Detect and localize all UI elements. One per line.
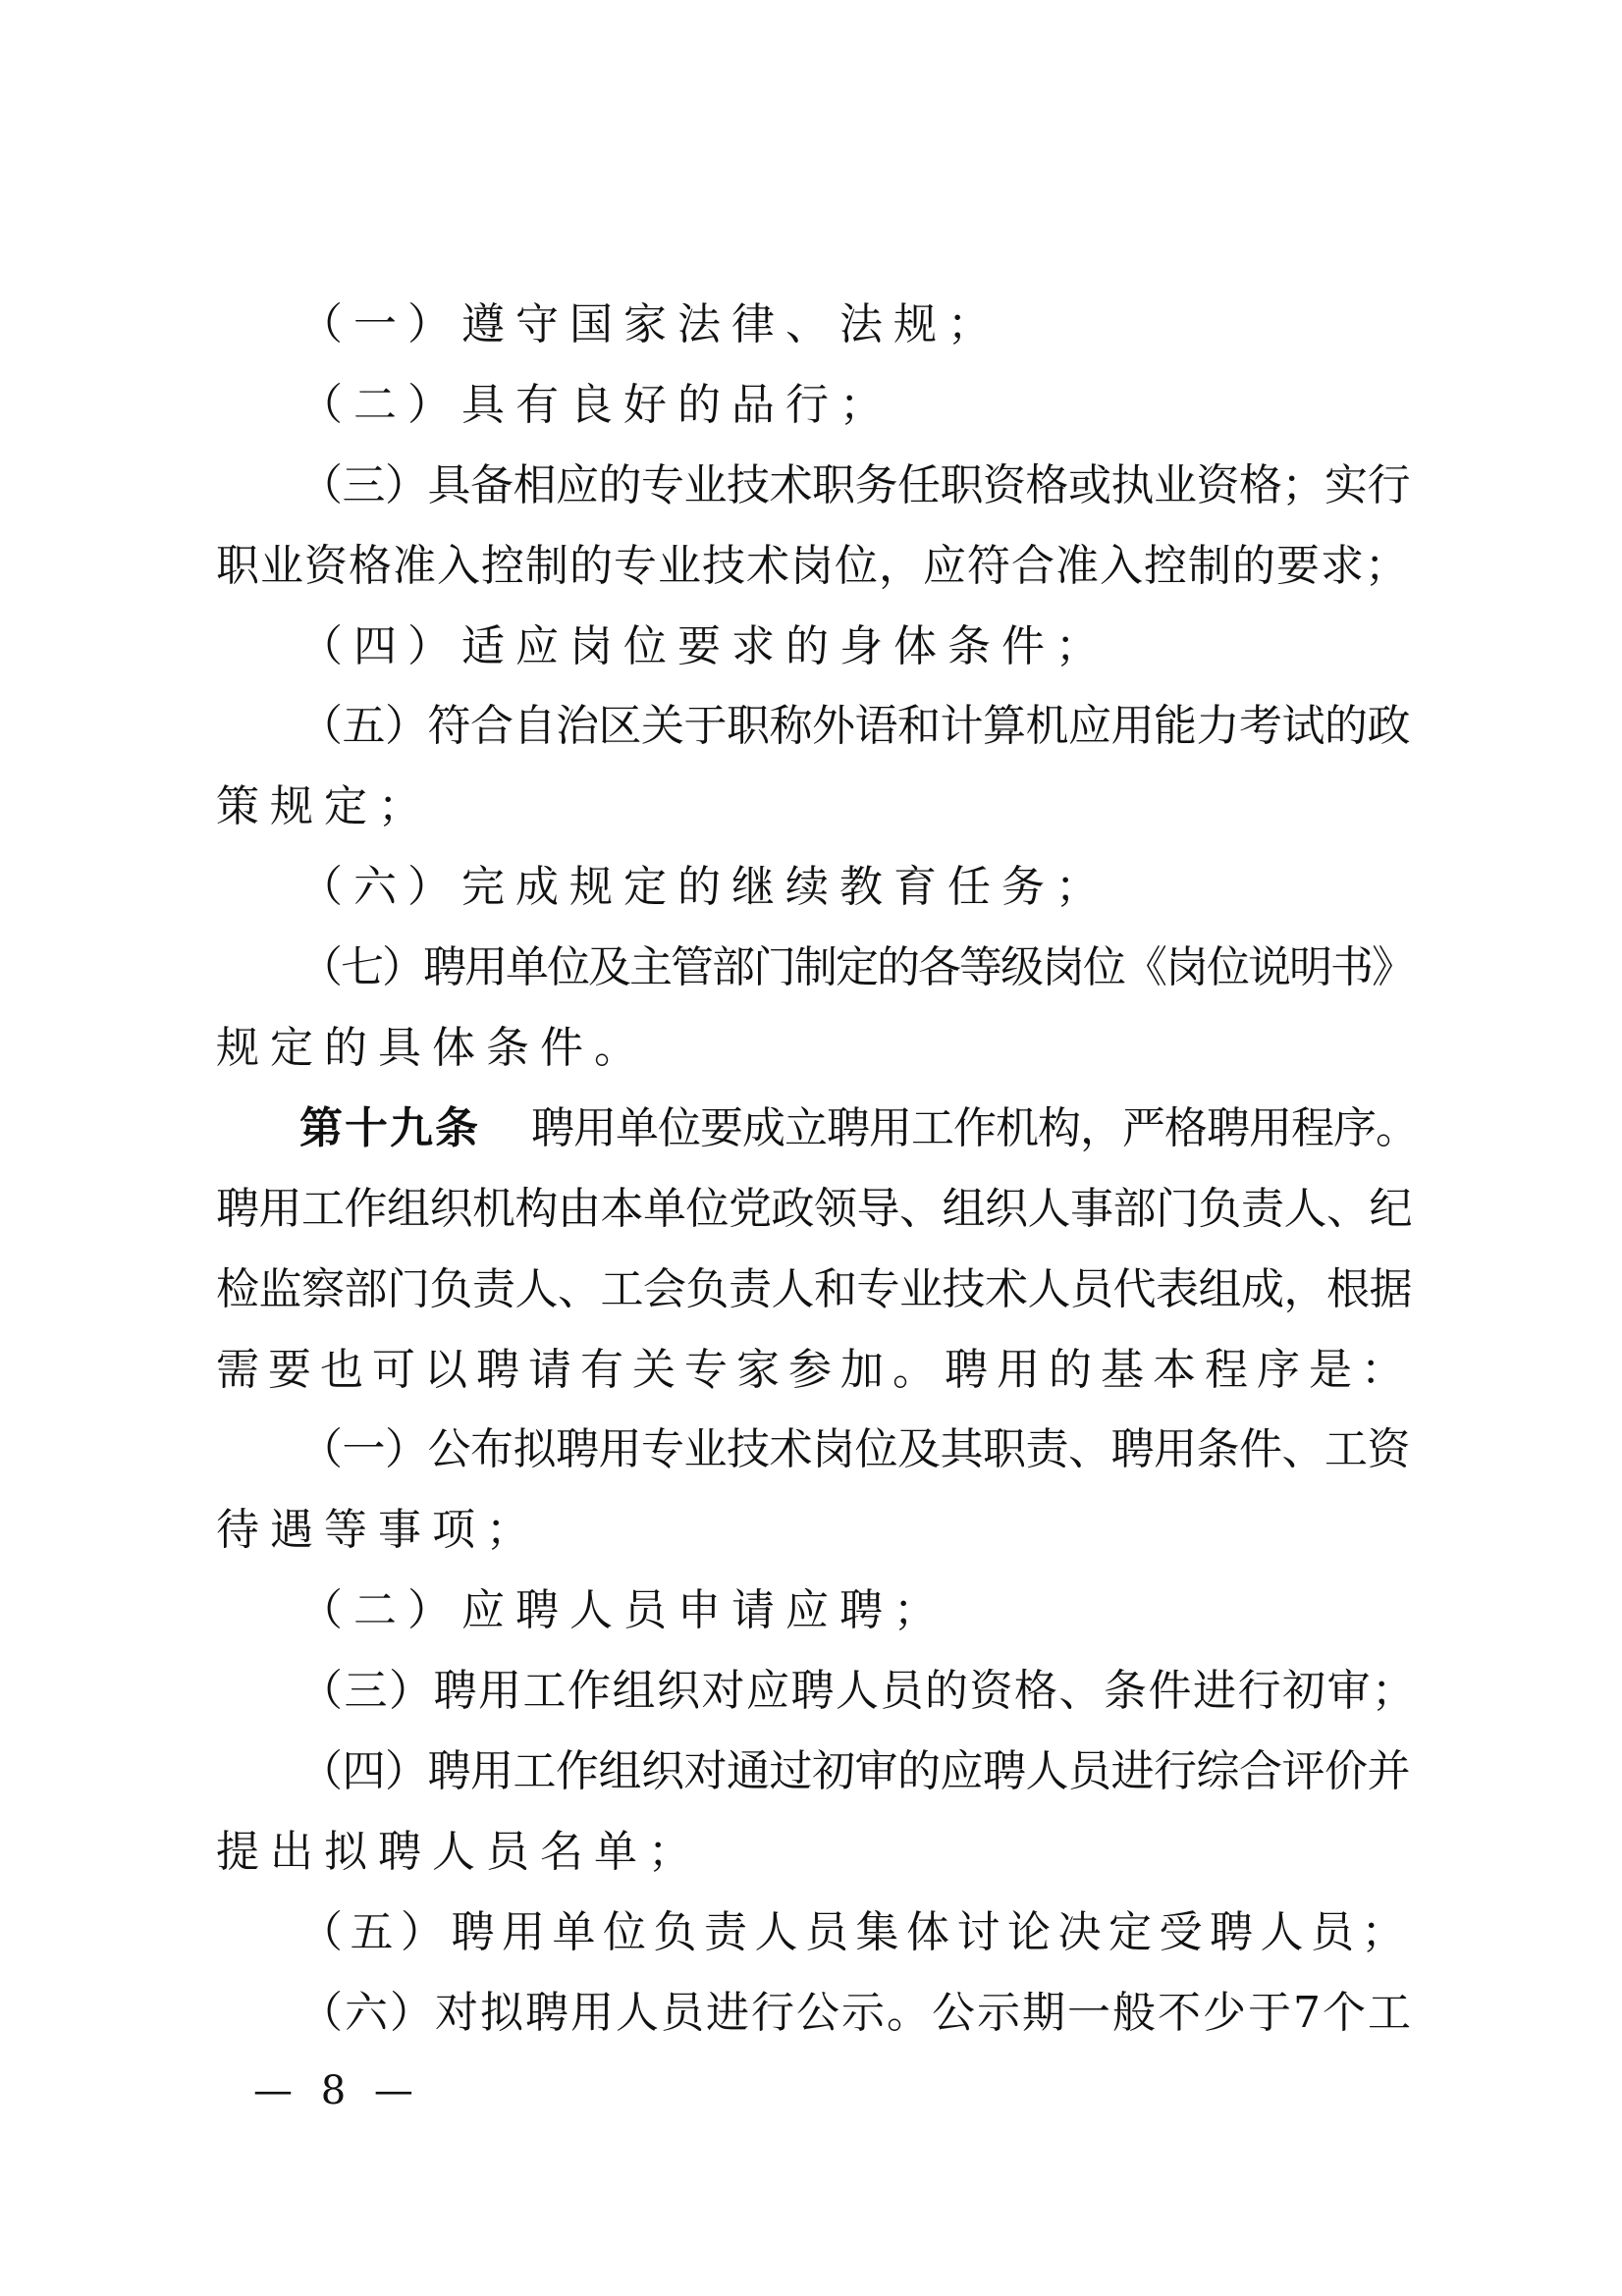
procedure-5-line: （五）聘用单位负责人员集体讨论决定受聘人员； [299,1906,1412,1957]
clause-6-line: （六）完成规定的继续教育任务； [299,862,1109,913]
procedure-1-line: （一）公布拟聘用专业技术岗位及其职责、聘用条件、工资 [299,1424,1410,1475]
clause-2-line: （二）具有良好的品行； [299,379,893,430]
clause-7-continuation: 规定的具体条件。 [216,1023,648,1074]
procedure-4-line: （四）聘用工作组织对通过初审的应聘人员进行综合评价并 [299,1746,1410,1797]
procedure-3-line: （三）聘用工作组织对应聘人员的资格、条件进行初审； [299,1666,1417,1717]
clause-5-continuation: 策规定； [216,781,432,832]
procedure-4-continuation: 提出拟聘人员名单； [216,1826,702,1877]
clause-5-line: （五）符合自治区关于职称外语和计算机应用能力考试的政 [299,701,1410,752]
page-number: — 8 — [253,2068,421,2113]
procedure-6-line: （六）对拟聘用人员进行公示。公示期一般不少于7个工 [299,1987,1413,2038]
clause-1-line: （一）遵守国家法律、法规； [299,299,1001,349]
article-title: 第十九条 [299,1102,480,1153]
clause-3-continuation: 职业资格准入控制的专业技术岗位，应符合准入控制的要求； [216,540,1409,591]
article-19-line-4: 需要也可以聘请有关专家参加。聘用的基本程序是： [216,1344,1413,1395]
procedure-1-continuation: 待遇等事项； [216,1505,540,1556]
article-19-line-3: 检监察部门负责人、工会负责人和专业技术人员代表组成，根据 [216,1263,1412,1314]
article-19-first-sentence: 聘用单位要成立聘用工作机构，严格聘用程序。 [531,1102,1418,1153]
article-19-line-2: 聘用工作组织机构由本单位党政领导、组织人事部门负责人、纪 [216,1183,1412,1234]
document-body [216,285,1419,2054]
clause-7-line: （七）聘用单位及主管部门制定的各等级岗位《岗位说明书》 [299,942,1413,993]
article-19-heading-line [216,1089,1419,1169]
clause-3-line: （三）具备相应的专业技术职务任职资格或执业资格；实行 [299,459,1410,510]
clause-4-line: （四）适应岗位要求的身体条件； [299,620,1109,671]
procedure-2-line: （二）应聘人员申请应聘； [299,1585,947,1636]
